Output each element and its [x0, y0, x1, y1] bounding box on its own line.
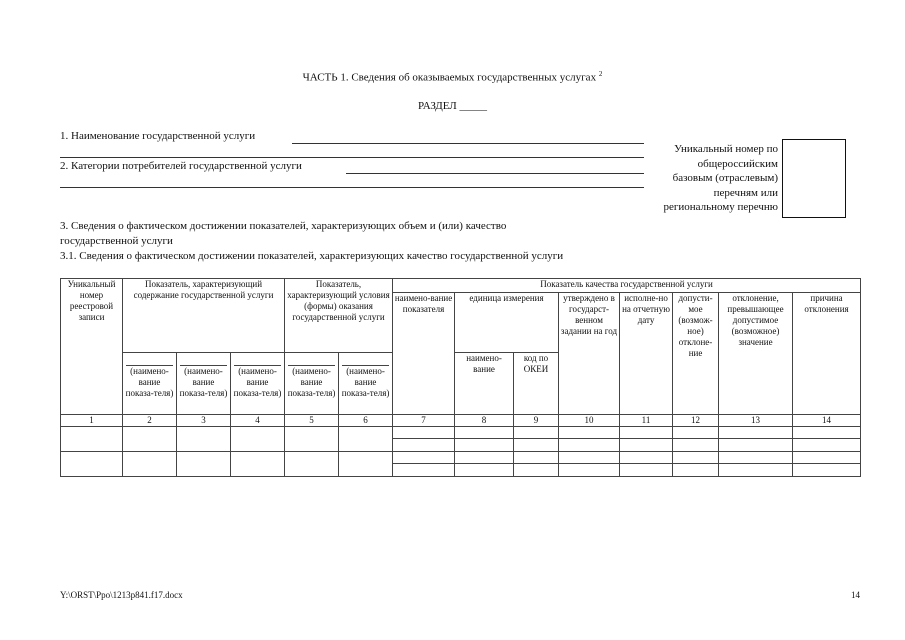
consumers-line[interactable]	[346, 173, 644, 174]
header-q-deviation: отклонение, превышающее допустимое (возможное) значение	[719, 293, 793, 415]
column-number: 14	[793, 415, 861, 427]
indicator-name: (наимено-вание показа-теля)	[179, 366, 228, 398]
unique-number-line1: Уникальный номер по	[674, 143, 778, 155]
footnote-marker: 2	[598, 70, 603, 78]
header-q-unit: единица измерения	[455, 293, 559, 353]
unique-number-label	[640, 142, 778, 215]
section-3-line2: государственной услуги	[60, 235, 173, 247]
unique-number-line4: перечням или	[713, 186, 778, 199]
header-registry: Уникальный номер реестровой записи	[61, 279, 123, 415]
unique-number-box[interactable]	[782, 139, 846, 218]
column-number: 9	[514, 415, 559, 427]
column-numbers-row	[61, 415, 861, 427]
unique-number-line3: базовым (отраслевым)	[672, 172, 778, 184]
column-number: 5	[285, 415, 339, 427]
indicator-name-cell	[231, 353, 285, 415]
part-title	[0, 70, 905, 84]
consumers-line-2[interactable]	[60, 187, 644, 188]
service-name-label: 1. Наименование государственной услуги	[60, 130, 256, 142]
indicator-name: (наимено-вание показа-теля)	[287, 366, 336, 398]
column-number: 4	[231, 415, 285, 427]
consumers-label: 2. Категории потребителей государственной услуги	[60, 160, 302, 172]
column-number: 2	[123, 415, 177, 427]
column-number: 7	[393, 415, 455, 427]
header-content-text: Показатель, характеризующий содержание государственной услуги	[133, 279, 274, 300]
indicator-name-cell	[177, 353, 231, 415]
table-row[interactable]	[61, 427, 861, 439]
header-q-reason: причина отклонения	[793, 293, 861, 415]
header-q-approved: утверждено в государст-венном задании на год	[559, 293, 620, 415]
section-heading: РАЗДЕЛ _____	[417, 100, 487, 112]
header-q-name: наимено-вание показателя	[393, 293, 455, 415]
column-number: 1	[61, 415, 123, 427]
indicator-name-cell	[123, 353, 177, 415]
header-q-executed: исполне-но на отчетную дату	[620, 293, 673, 415]
column-number: 8	[455, 415, 514, 427]
column-number: 3	[177, 415, 231, 427]
indicator-name-cell	[285, 353, 339, 415]
unique-number-line2: общероссийским	[697, 157, 778, 170]
header-conditions-text: Показатель, характеризующий условия (формы) оказания государственной услуги	[287, 279, 390, 322]
column-number: 6	[339, 415, 393, 427]
unique-number-line5: региональному перечню	[663, 201, 778, 213]
column-number: 10	[559, 415, 620, 427]
service-name-line-2[interactable]	[60, 157, 644, 158]
section-3-line1: 3. Сведения о фактическом достижении показателей, характеризующих объем и (или) качество	[60, 220, 507, 232]
service-name-line[interactable]	[292, 143, 644, 144]
indicator-name-cell	[339, 353, 393, 415]
indicator-name: (наимено-вание показа-теля)	[233, 366, 282, 398]
column-number: 11	[620, 415, 673, 427]
column-number: 12	[673, 415, 719, 427]
quality-indicators-table	[60, 278, 861, 477]
footer-file-path: Y:\ORST\Ppo\1213p841.f17.docx	[60, 590, 183, 600]
column-number: 13	[719, 415, 793, 427]
header-q-allowed: допусти-мое (возмож-ное) отклоне-ние	[673, 293, 719, 415]
header-quality: Показатель качества государственной услуги	[393, 279, 861, 293]
header-q-unit-okei: код по ОКЕИ	[514, 353, 559, 415]
header-content	[123, 279, 285, 353]
indicator-name: (наимено-вание показа-теля)	[341, 366, 390, 398]
part-title-text: ЧАСТЬ 1. Сведения об оказываемых государственных услугах	[302, 71, 597, 84]
indicator-name: (наимено-вание показа-теля)	[125, 366, 174, 398]
header-conditions	[285, 279, 393, 353]
section-3-1: 3.1. Сведения о фактическом достижении показателей, характеризующих качество государственной услуги	[60, 250, 564, 262]
page-number: 14	[851, 590, 860, 600]
header-q-unit-name: наимено-вание	[455, 353, 514, 415]
table-row[interactable]	[61, 452, 861, 464]
